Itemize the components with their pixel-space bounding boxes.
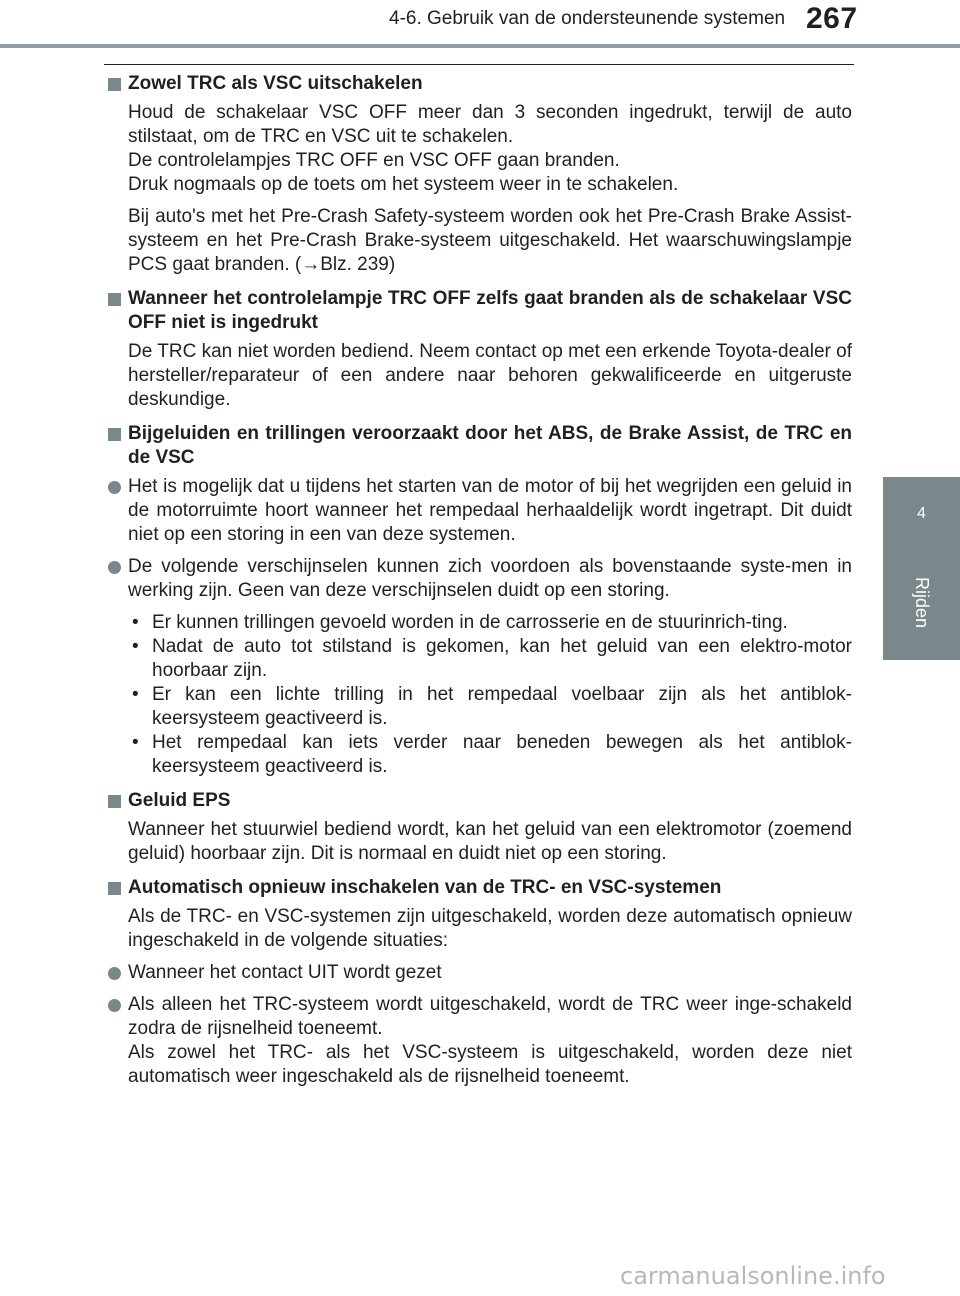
paragraph: Als de TRC- en VSC-systemen zijn uitgeschakeld, worden deze automatisch opnieuw ingeschakeld in de volgende situaties: [128, 906, 852, 951]
sub-list-item [106, 611, 852, 635]
sub-list-item-text: Het rempedaal kan iets verder naar beneden bewegen als het antiblok-keersysteem geactiveerd is. [152, 732, 852, 777]
sub-list-item-text: Er kunnen trillingen gevoeld worden in de carrosserie en de stuurinrich-ting. [152, 612, 788, 633]
round-bullet-icon [108, 561, 121, 574]
running-header: 4-6. Gebruik van de ondersteunende systemen [389, 8, 786, 29]
list-item-text: Als alleen het TRC-systeem wordt uitgeschakeld, wordt de TRC weer inge-schakeld zodra de rijsnelheid toeneemt. [128, 994, 852, 1039]
round-bullet-icon [108, 999, 121, 1012]
chapter-tab[interactable] [883, 477, 960, 660]
dot-marker: • [132, 732, 139, 753]
paragraph: Druk nogmaals op de toets om het systeem weer in te schakelen. [128, 174, 679, 195]
sub-list-item-text: Er kan een lichte trilling in het rempedaal voelbaar zijn als het antiblok-keersysteem geactiveerd is. [152, 684, 852, 729]
square-bullet-icon [108, 78, 121, 91]
square-bullet-icon [108, 428, 121, 441]
sub-list-item-text: Nadat de auto tot stilstand is gekomen, kan het geluid van een elektro-motor hoorbaar zijn. [152, 636, 852, 681]
section-heading-text: Geluid EPS [128, 790, 231, 811]
section-heading [106, 876, 852, 900]
section-heading-text: Wanneer het controlelampje TRC OFF zelfs gaat branden als de schakelaar VSC OFF niet is ingedrukt [128, 288, 852, 333]
list-item-text: De volgende verschijnselen kunnen zich voordoen als bovenstaande syste-men in werking zijn. Geen van deze verschijnselen duidt op een storing. [128, 556, 852, 601]
section-heading [106, 789, 852, 813]
paragraph: Wanneer het stuurwiel bediend wordt, kan het geluid van een elektromotor (zoemend geluid) hoorbaar zijn. Dit is normaal en duidt niet op een storing. [128, 819, 852, 864]
paragraph: Houd de schakelaar VSC OFF meer dan 3 seconden ingedrukt, terwijl de auto stilstaat, om de TRC en VSC uit te schakelen. [128, 102, 852, 147]
main-content [106, 72, 852, 1097]
header-rule [0, 44, 960, 48]
list-item [106, 961, 852, 985]
square-bullet-icon [108, 882, 121, 895]
sub-list-item [106, 731, 852, 779]
paragraph: Bij auto's met het Pre-Crash Safety-systeem worden ook het Pre-Crash Brake Assist-systeem en het Pre-Crash Brake-systeem uitgeschakeld. Het waarschuwingslampje PCS gaat branden. (→Blz. 239) [128, 206, 852, 275]
list-item-text: Wanneer het contact UIT wordt gezet [128, 962, 442, 983]
list-item [106, 555, 852, 603]
section-heading-text: Automatisch opnieuw inschakelen van de TRC- en VSC-systemen [128, 877, 722, 898]
section-heading-text: Bijgeluiden en trillingen veroorzaakt door het ABS, de Brake Assist, de TRC en de VSC [128, 423, 852, 468]
list-item [106, 475, 852, 547]
chapter-tab-label: Rijden [912, 577, 932, 629]
square-bullet-icon [108, 293, 121, 306]
paragraph: De controlelampjes TRC OFF en VSC OFF gaan branden. [128, 150, 620, 171]
round-bullet-icon [108, 481, 121, 494]
round-bullet-icon [108, 967, 121, 980]
chapter-tab-number: 4 [917, 505, 926, 522]
list-item-text: Het is mogelijk dat u tijdens het starten van de motor of bij het wegrijden een geluid in de motorruimte hoort wanneer het rempedaal herhaaldelijk wordt ingetrapt. Dit duidt niet op een storing in een van deze systemen. [128, 476, 852, 545]
section-heading [106, 287, 852, 335]
dot-marker: • [132, 684, 139, 705]
section-heading [106, 422, 852, 470]
sub-list-item [106, 635, 852, 683]
sub-list-item [106, 683, 852, 731]
content-top-rule [104, 64, 854, 65]
square-bullet-icon [108, 795, 121, 808]
section-heading [106, 72, 852, 96]
list-item [106, 993, 852, 1041]
section-heading-text: Zowel TRC als VSC uitschakelen [128, 73, 423, 94]
watermark: carmanualsonline.info [620, 1262, 886, 1290]
paragraph: De TRC kan niet worden bediend. Neem contact op met een erkende Toyota-dealer of hersteller/reparateur of een andere naar behoren gekwalificeerde en uitgeruste deskundige. [128, 341, 852, 410]
paragraph: Als zowel het TRC- als het VSC-systeem is uitgeschakeld, worden deze niet automatisch weer ingeschakeld als de rijsnelheid toeneemt. [128, 1042, 852, 1087]
dot-marker: • [132, 612, 139, 633]
page-number: 267 [806, 2, 858, 35]
dot-marker: • [132, 636, 139, 657]
